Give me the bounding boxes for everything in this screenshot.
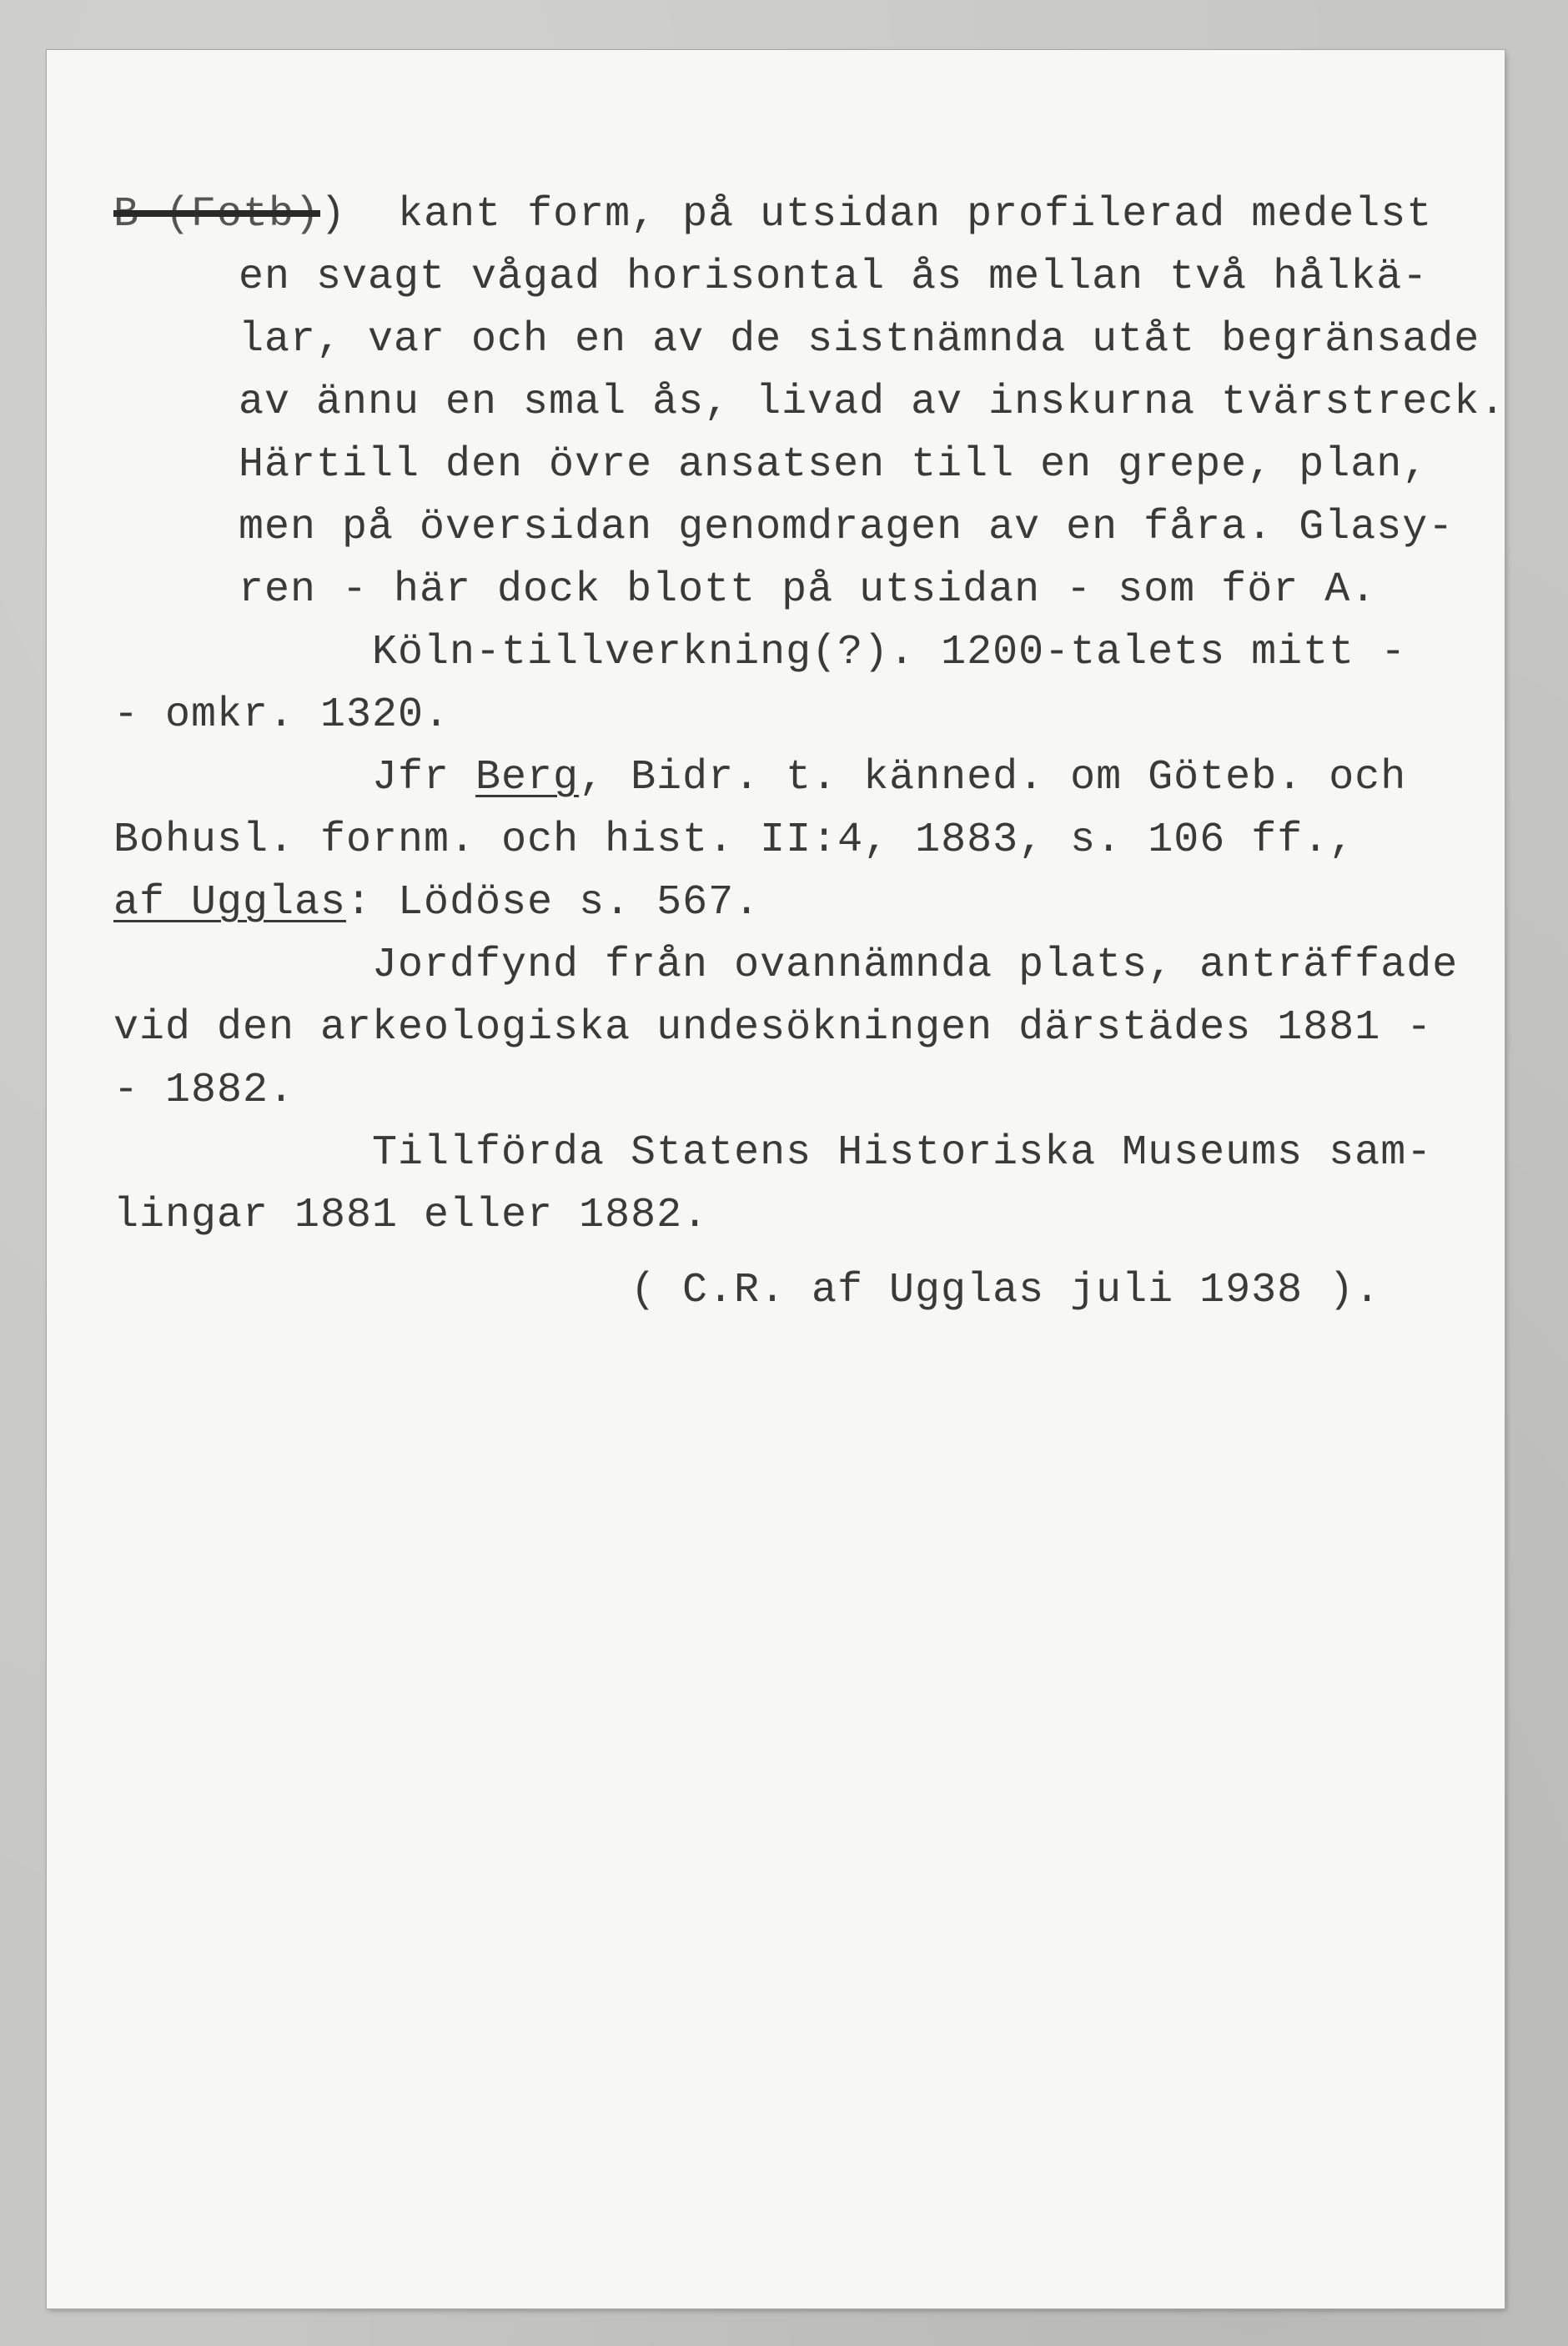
dating-line-1: Köln-tillverkning(?). 1200-talets mitt - xyxy=(372,629,1407,676)
description-line-1 xyxy=(113,192,1432,239)
struck-prefix: B (Fotb) xyxy=(113,191,321,239)
description-line-2: en svagt vågad horisontal ås mellan två hålkä- xyxy=(239,254,1429,301)
description-line-3: lar, var och en av de sistnämnda utåt begränsade xyxy=(239,316,1480,364)
reference-line-1-rest: , Bidr. t. känned. om Göteb. och xyxy=(579,754,1407,801)
reference-line-3 xyxy=(113,880,760,927)
author-signature: ( C.R. af Ugglas juli 1938 ). xyxy=(631,1267,1381,1314)
find-line-3: - 1882. xyxy=(113,1067,295,1114)
reference-line-1 xyxy=(372,755,1406,801)
description-line-5: Härtill den övre ansatsen till en grepe, plan, xyxy=(239,441,1429,489)
dating-line-2: - omkr. 1320. xyxy=(113,691,450,739)
find-line-2: vid den arkeologiska undesökningen därstädes 1881 - xyxy=(113,1004,1433,1052)
description-line-1-text: ) kant form, på utsidan profilerad medelst xyxy=(320,191,1433,239)
reference-line-3-rest: : Lödöse s. 567. xyxy=(346,879,761,927)
acquisition-line-1: Tillförda Statens Historiska Museums sam- xyxy=(372,1129,1433,1177)
catalog-card xyxy=(47,50,1505,2308)
description-line-7: ren - här dock blott på utsidan - som för A. xyxy=(239,566,1377,614)
reference-line-2: Bohusl. fornm. och hist. II:4, 1883, s. 106 ff., xyxy=(113,816,1355,864)
find-line-1: Jordfynd från ovannämnda plats, anträffade xyxy=(372,942,1459,989)
typed-text xyxy=(47,50,1505,2308)
description-line-6: men på översidan genomdragen av en fåra. Glasy- xyxy=(239,504,1455,551)
reference-author-berg: Berg xyxy=(475,754,580,801)
reference-author-ugglas: af Ugglas xyxy=(113,879,347,927)
reference-jfr: Jfr xyxy=(372,754,476,801)
acquisition-line-2: lingar 1881 eller 1882. xyxy=(113,1192,709,1239)
description-line-4: av ännu en smal ås, livad av inskurna tvärstreck. xyxy=(239,379,1506,426)
